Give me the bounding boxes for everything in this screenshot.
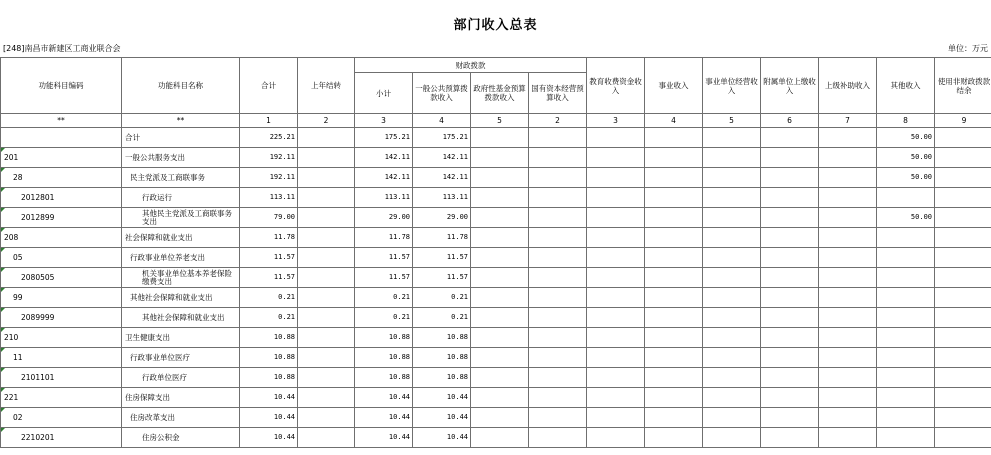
function-name-cell: 社会保障和就业支出 <box>122 228 240 248</box>
general-budget-cell: 142.11 <box>413 168 471 188</box>
state-capital-cell <box>529 348 587 368</box>
education-fees-cell <box>587 188 645 208</box>
affiliated-income-cell <box>761 308 819 328</box>
affiliated-income-cell <box>761 348 819 368</box>
superior-subsidy-cell <box>819 408 877 428</box>
subtotal-cell: 0.21 <box>355 308 413 328</box>
carryover-cell <box>298 268 355 288</box>
total-cell: 0.21 <box>240 288 298 308</box>
business-income-cell <box>645 368 703 388</box>
header-general-budget: 一般公共预算拨款收入 <box>413 73 471 114</box>
subtotal-cell: 10.88 <box>355 328 413 348</box>
function-name-cell: 合计 <box>122 128 240 148</box>
education-fees-cell <box>587 268 645 288</box>
operation-income-cell <box>703 428 761 448</box>
affiliated-income-cell <box>761 128 819 148</box>
nonfiscal-balance-cell <box>935 128 991 148</box>
state-capital-cell <box>529 268 587 288</box>
general-budget-cell: 0.21 <box>413 308 471 328</box>
total-cell: 192.11 <box>240 168 298 188</box>
function-code-cell: 2210201 <box>1 428 122 448</box>
nonfiscal-balance-cell <box>935 348 991 368</box>
business-income-cell <box>645 408 703 428</box>
general-budget-cell: 0.21 <box>413 288 471 308</box>
function-code-cell: 11 <box>1 348 122 368</box>
subtotal-cell: 10.44 <box>355 428 413 448</box>
operation-income-cell <box>703 388 761 408</box>
function-code-cell: 2101101 <box>1 368 122 388</box>
index-cell: 6 <box>761 114 819 128</box>
function-name-cell: 机关事业单位基本养老保险缴费支出 <box>122 268 240 288</box>
other-income-cell: 50.00 <box>877 208 935 228</box>
function-code-cell: 208 <box>1 228 122 248</box>
state-capital-cell <box>529 408 587 428</box>
business-income-cell <box>645 308 703 328</box>
index-cell: 5 <box>703 114 761 128</box>
operation-income-cell <box>703 328 761 348</box>
nonfiscal-balance-cell <box>935 268 991 288</box>
header-total: 合计 <box>240 58 298 114</box>
function-code-cell: 2080505 <box>1 268 122 288</box>
affiliated-income-cell <box>761 228 819 248</box>
subtotal-cell: 10.44 <box>355 408 413 428</box>
general-budget-cell: 10.88 <box>413 348 471 368</box>
carryover-cell <box>298 408 355 428</box>
gov-fund-cell <box>471 428 529 448</box>
superior-subsidy-cell <box>819 228 877 248</box>
nonfiscal-balance-cell <box>935 228 991 248</box>
education-fees-cell <box>587 208 645 228</box>
carryover-cell <box>298 328 355 348</box>
index-cell: 3 <box>587 114 645 128</box>
function-name-cell: 其他民主党派及工商联事务支出 <box>122 208 240 228</box>
carryover-cell <box>298 208 355 228</box>
business-income-cell <box>645 248 703 268</box>
business-income-cell <box>645 328 703 348</box>
gov-fund-cell <box>471 188 529 208</box>
other-income-cell <box>877 288 935 308</box>
other-income-cell <box>877 188 935 208</box>
operation-income-cell <box>703 248 761 268</box>
superior-subsidy-cell <box>819 388 877 408</box>
gov-fund-cell <box>471 148 529 168</box>
function-name-cell: 卫生健康支出 <box>122 328 240 348</box>
function-name-cell: 其他社会保障和就业支出 <box>122 288 240 308</box>
state-capital-cell <box>529 308 587 328</box>
education-fees-cell <box>587 328 645 348</box>
superior-subsidy-cell <box>819 208 877 228</box>
subtotal-cell: 11.78 <box>355 228 413 248</box>
gov-fund-cell <box>471 248 529 268</box>
general-budget-cell: 11.57 <box>413 268 471 288</box>
header-operation-income: 事业单位经营收入 <box>703 58 761 114</box>
general-budget-cell: 142.11 <box>413 148 471 168</box>
subtotal-cell: 175.21 <box>355 128 413 148</box>
operation-income-cell <box>703 288 761 308</box>
superior-subsidy-cell <box>819 268 877 288</box>
carryover-cell <box>298 388 355 408</box>
superior-subsidy-cell <box>819 368 877 388</box>
other-income-cell <box>877 328 935 348</box>
subtotal-cell: 113.11 <box>355 188 413 208</box>
business-income-cell <box>645 288 703 308</box>
index-cell: 9 <box>935 114 991 128</box>
income-summary-table <box>0 57 991 448</box>
operation-income-cell <box>703 128 761 148</box>
affiliated-income-cell <box>761 168 819 188</box>
other-income-cell: 50.00 <box>877 128 935 148</box>
nonfiscal-balance-cell <box>935 388 991 408</box>
index-cell: 8 <box>877 114 935 128</box>
index-cell: ** <box>1 114 122 128</box>
education-fees-cell <box>587 148 645 168</box>
carryover-cell <box>298 368 355 388</box>
table-row <box>1 268 991 288</box>
state-capital-cell <box>529 388 587 408</box>
superior-subsidy-cell <box>819 348 877 368</box>
general-budget-cell: 175.21 <box>413 128 471 148</box>
subtotal-cell: 142.11 <box>355 168 413 188</box>
superior-subsidy-cell <box>819 148 877 168</box>
state-capital-cell <box>529 188 587 208</box>
subtotal-cell: 11.57 <box>355 268 413 288</box>
gov-fund-cell <box>471 308 529 328</box>
nonfiscal-balance-cell <box>935 288 991 308</box>
nonfiscal-balance-cell <box>935 248 991 268</box>
total-cell: 10.88 <box>240 348 298 368</box>
index-cell: ** <box>122 114 240 128</box>
header-superior-subsidy: 上级补助收入 <box>819 58 877 114</box>
nonfiscal-balance-cell <box>935 148 991 168</box>
state-capital-cell <box>529 228 587 248</box>
header-state-capital: 国有资本经营预算收入 <box>529 73 587 114</box>
gov-fund-cell <box>471 328 529 348</box>
other-income-cell: 50.00 <box>877 168 935 188</box>
superior-subsidy-cell <box>819 288 877 308</box>
gov-fund-cell <box>471 348 529 368</box>
superior-subsidy-cell <box>819 308 877 328</box>
table-row <box>1 388 991 408</box>
table-row <box>1 248 991 268</box>
function-code-cell: 2012899 <box>1 208 122 228</box>
other-income-cell <box>877 408 935 428</box>
function-code-cell: 221 <box>1 388 122 408</box>
gov-fund-cell <box>471 288 529 308</box>
table-row <box>1 148 991 168</box>
total-cell: 10.44 <box>240 408 298 428</box>
business-income-cell <box>645 348 703 368</box>
carryover-cell <box>298 228 355 248</box>
gov-fund-cell <box>471 268 529 288</box>
business-income-cell <box>645 208 703 228</box>
business-income-cell <box>645 148 703 168</box>
state-capital-cell <box>529 368 587 388</box>
subtotal-cell: 0.21 <box>355 288 413 308</box>
education-fees-cell <box>587 288 645 308</box>
table-row <box>1 288 991 308</box>
education-fees-cell <box>587 408 645 428</box>
table-row <box>1 408 991 428</box>
gov-fund-cell <box>471 368 529 388</box>
gov-fund-cell <box>471 408 529 428</box>
general-budget-cell: 10.44 <box>413 408 471 428</box>
function-code-cell: 28 <box>1 168 122 188</box>
table-row <box>1 308 991 328</box>
table-body <box>1 128 991 448</box>
affiliated-income-cell <box>761 268 819 288</box>
gov-fund-cell <box>471 168 529 188</box>
superior-subsidy-cell <box>819 168 877 188</box>
state-capital-cell <box>529 208 587 228</box>
education-fees-cell <box>587 308 645 328</box>
header-other-income: 其他收入 <box>877 58 935 114</box>
table-row <box>1 348 991 368</box>
operation-income-cell <box>703 168 761 188</box>
carryover-cell <box>298 248 355 268</box>
total-cell: 10.44 <box>240 388 298 408</box>
education-fees-cell <box>587 228 645 248</box>
education-fees-cell <box>587 428 645 448</box>
carryover-cell <box>298 288 355 308</box>
unit-label: 单位：万元 <box>948 44 988 53</box>
affiliated-income-cell <box>761 428 819 448</box>
index-cell: 2 <box>298 114 355 128</box>
other-income-cell <box>877 308 935 328</box>
business-income-cell <box>645 128 703 148</box>
operation-income-cell <box>703 188 761 208</box>
organization-label: [248]南昌市新建区工商业联合会 <box>3 44 121 53</box>
carryover-cell <box>298 428 355 448</box>
subtotal-cell: 11.57 <box>355 248 413 268</box>
function-name-cell: 行政单位医疗 <box>122 368 240 388</box>
total-cell: 10.88 <box>240 328 298 348</box>
affiliated-income-cell <box>761 388 819 408</box>
operation-income-cell <box>703 408 761 428</box>
table-row <box>1 128 991 148</box>
nonfiscal-balance-cell <box>935 188 991 208</box>
total-cell: 0.21 <box>240 308 298 328</box>
carryover-cell <box>298 168 355 188</box>
header-code: 功能科目编码 <box>1 58 122 114</box>
superior-subsidy-cell <box>819 428 877 448</box>
state-capital-cell <box>529 168 587 188</box>
business-income-cell <box>645 388 703 408</box>
affiliated-income-cell <box>761 208 819 228</box>
state-capital-cell <box>529 428 587 448</box>
function-name-cell: 一般公共服务支出 <box>122 148 240 168</box>
nonfiscal-balance-cell <box>935 208 991 228</box>
carryover-cell <box>298 148 355 168</box>
state-capital-cell <box>529 248 587 268</box>
operation-income-cell <box>703 368 761 388</box>
function-code-cell: 99 <box>1 288 122 308</box>
report-title: 部门收入总表 <box>453 18 538 33</box>
affiliated-income-cell <box>761 288 819 308</box>
function-code-cell: 2089999 <box>1 308 122 328</box>
table-row <box>1 228 991 248</box>
function-name-cell: 行政事业单位医疗 <box>122 348 240 368</box>
total-cell: 192.11 <box>240 148 298 168</box>
index-cell: 2 <box>529 114 587 128</box>
total-cell: 225.21 <box>240 128 298 148</box>
function-name-cell: 其他社会保障和就业支出 <box>122 308 240 328</box>
business-income-cell <box>645 168 703 188</box>
carryover-cell <box>298 128 355 148</box>
total-cell: 11.78 <box>240 228 298 248</box>
subtotal-cell: 10.88 <box>355 368 413 388</box>
header-business-income: 事业收入 <box>645 58 703 114</box>
other-income-cell: 50.00 <box>877 148 935 168</box>
gov-fund-cell <box>471 208 529 228</box>
header-name: 功能科目名称 <box>122 58 240 114</box>
business-income-cell <box>645 188 703 208</box>
function-name-cell: 住房公积金 <box>122 428 240 448</box>
general-budget-cell: 11.78 <box>413 228 471 248</box>
header-affiliated-income: 附属单位上缴收入 <box>761 58 819 114</box>
operation-income-cell <box>703 148 761 168</box>
total-cell: 10.44 <box>240 428 298 448</box>
state-capital-cell <box>529 148 587 168</box>
header-gov-fund: 政府性基金预算拨款收入 <box>471 73 529 114</box>
other-income-cell <box>877 348 935 368</box>
subtotal-cell: 29.00 <box>355 208 413 228</box>
operation-income-cell <box>703 208 761 228</box>
affiliated-income-cell <box>761 368 819 388</box>
nonfiscal-balance-cell <box>935 368 991 388</box>
general-budget-cell: 10.44 <box>413 388 471 408</box>
operation-income-cell <box>703 228 761 248</box>
function-name-cell: 行政运行 <box>122 188 240 208</box>
index-cell: 1 <box>240 114 298 128</box>
function-name-cell: 行政事业单位养老支出 <box>122 248 240 268</box>
general-budget-cell: 10.44 <box>413 428 471 448</box>
operation-income-cell <box>703 308 761 328</box>
header-nonfiscal-balance: 使用非财政拨款结余 <box>935 58 991 114</box>
table-row <box>1 168 991 188</box>
general-budget-cell: 113.11 <box>413 188 471 208</box>
total-cell: 79.00 <box>240 208 298 228</box>
header-subtotal: 小计 <box>355 73 413 114</box>
function-name-cell: 民主党派及工商联事务 <box>122 168 240 188</box>
affiliated-income-cell <box>761 188 819 208</box>
total-cell: 11.57 <box>240 268 298 288</box>
function-code-cell: 2012801 <box>1 188 122 208</box>
education-fees-cell <box>587 388 645 408</box>
subtotal-cell: 142.11 <box>355 148 413 168</box>
total-cell: 11.57 <box>240 248 298 268</box>
state-capital-cell <box>529 288 587 308</box>
nonfiscal-balance-cell <box>935 168 991 188</box>
header-education-fees: 教育收费资金收入 <box>587 58 645 114</box>
other-income-cell <box>877 248 935 268</box>
gov-fund-cell <box>471 128 529 148</box>
table-row <box>1 368 991 388</box>
business-income-cell <box>645 268 703 288</box>
other-income-cell <box>877 228 935 248</box>
total-cell: 10.88 <box>240 368 298 388</box>
superior-subsidy-cell <box>819 328 877 348</box>
table-row <box>1 208 991 228</box>
other-income-cell <box>877 428 935 448</box>
carryover-cell <box>298 308 355 328</box>
header-fiscal-allocation: 财政拨款 <box>355 58 587 73</box>
education-fees-cell <box>587 368 645 388</box>
table-row <box>1 188 991 208</box>
carryover-cell <box>298 348 355 368</box>
index-row <box>1 114 991 128</box>
operation-income-cell <box>703 348 761 368</box>
superior-subsidy-cell <box>819 128 877 148</box>
education-fees-cell <box>587 348 645 368</box>
general-budget-cell: 10.88 <box>413 368 471 388</box>
function-name-cell: 住房改革支出 <box>122 408 240 428</box>
business-income-cell <box>645 228 703 248</box>
function-name-cell: 住房保障支出 <box>122 388 240 408</box>
carryover-cell <box>298 188 355 208</box>
table-row <box>1 328 991 348</box>
index-cell: 4 <box>413 114 471 128</box>
education-fees-cell <box>587 128 645 148</box>
function-code-cell: 210 <box>1 328 122 348</box>
index-cell: 3 <box>355 114 413 128</box>
index-cell: 4 <box>645 114 703 128</box>
gov-fund-cell <box>471 388 529 408</box>
header-carryover: 上年结转 <box>298 58 355 114</box>
affiliated-income-cell <box>761 148 819 168</box>
superior-subsidy-cell <box>819 188 877 208</box>
gov-fund-cell <box>471 228 529 248</box>
index-cell: 5 <box>471 114 529 128</box>
table-row <box>1 428 991 448</box>
function-code-cell: 05 <box>1 248 122 268</box>
index-cell: 7 <box>819 114 877 128</box>
state-capital-cell <box>529 328 587 348</box>
subtotal-cell: 10.44 <box>355 388 413 408</box>
general-budget-cell: 11.57 <box>413 248 471 268</box>
general-budget-cell: 10.88 <box>413 328 471 348</box>
affiliated-income-cell <box>761 248 819 268</box>
function-code-cell: 201 <box>1 148 122 168</box>
nonfiscal-balance-cell <box>935 428 991 448</box>
other-income-cell <box>877 368 935 388</box>
affiliated-income-cell <box>761 328 819 348</box>
nonfiscal-balance-cell <box>935 408 991 428</box>
superior-subsidy-cell <box>819 248 877 268</box>
education-fees-cell <box>587 248 645 268</box>
function-code-cell: 02 <box>1 408 122 428</box>
subtotal-cell: 10.88 <box>355 348 413 368</box>
function-code-cell <box>1 128 122 148</box>
business-income-cell <box>645 428 703 448</box>
other-income-cell <box>877 268 935 288</box>
total-cell: 113.11 <box>240 188 298 208</box>
education-fees-cell <box>587 168 645 188</box>
table-header <box>1 58 991 128</box>
other-income-cell <box>877 388 935 408</box>
state-capital-cell <box>529 128 587 148</box>
affiliated-income-cell <box>761 408 819 428</box>
nonfiscal-balance-cell <box>935 328 991 348</box>
general-budget-cell: 29.00 <box>413 208 471 228</box>
nonfiscal-balance-cell <box>935 308 991 328</box>
operation-income-cell <box>703 268 761 288</box>
